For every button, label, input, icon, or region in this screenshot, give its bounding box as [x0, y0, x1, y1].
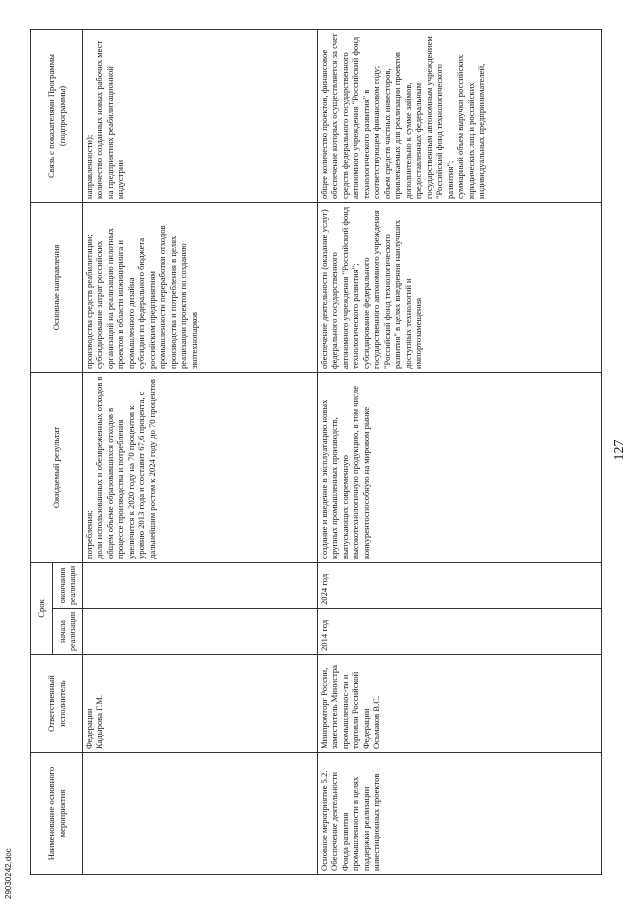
- measure-name-cell: Основное мероприятие 5.2. Обеспечение деятельности Фонда развития промышленности в целях поддержки реализации инвестиционных проектов: [318, 753, 602, 875]
- page-number: 127: [612, 439, 627, 461]
- executor-cell: Минпромторг России, заместитель Министра промышленнос-ти и торговли Российской Федерации Осьмаков В.С.: [318, 655, 602, 753]
- directions-cell: производства средств реабилитации; субсидирование затрат российских организаций на реализацию пилотных проектов в области инжиниринга и промышленного дизайна субсидии из федерального бюджета российским предприятиям промышленности переработки отходов производства и потребления в целях реализации проектов по созданию экотехнопарков: [83, 202, 318, 372]
- end-cell: 2024 год: [318, 562, 602, 608]
- directions-cell: обеспечение деятельности (оказание услуг) федерального государственного автономного учреждения "Российский фонд технологического развития"; субсидирование федерального государственного автономного учреждения "Российский фонд технологического развития" в целях внедрения наилучших доступных технологий и импортозамещения: [318, 202, 602, 372]
- executor-cell: Федерации Кадырова Г.М.: [83, 655, 318, 753]
- result-cell: потребления; доли использованных и обезвреженных отходов в общем объеме образовавшихся отходов в процессе производства и потребления увеличится к 2020 году на 70 процентов к уровню 2013 года и составит 67,6 процента, с дальнейшим ростом к 2024 году до 70 процентов: [83, 372, 318, 562]
- header-indicators-link: Связь с показателями Программы (подпрограммы): [31, 29, 83, 202]
- indicators-cell: общее количество проектов, финансовое обеспечение которых осуществляется за счет средств федерального государственного автономного учреждения "Российский фонд технологического развития" в соответствующем финансовом году; объем средств частных инвесторов, привлекаемых для реализации проектов дополнительно к сумме займов, предоставленных федеральным государственным автономным учреждением "Российский фонд технологического развития"; суммарный объем выручки российских юридических лиц и российских индивидуальных предпринимателей,: [318, 29, 602, 202]
- indicators-cell: направленности); количество созданных новых рабочих мест на предприятиях реабилитационной индустрии: [83, 29, 318, 202]
- document-id: 29030242.doc: [4, 848, 13, 899]
- header-measure-name: Наименование основного мероприятия: [31, 753, 83, 875]
- result-cell: создание и введение в эксплуатацию новых крупных промышленных производств, выпускающих современную высокотехнологичную продукцию, в том числе конкурентоспособную на мировом рынке: [318, 372, 602, 562]
- end-cell: [83, 562, 318, 608]
- measure-name-cell: [83, 753, 318, 875]
- header-start: начала реализации: [53, 609, 83, 655]
- header-main-directions: Основные направления: [31, 202, 83, 372]
- header-executor: Ответственный исполнитель: [31, 655, 83, 753]
- header-term: Срок: [31, 562, 53, 654]
- measures-table: [30, 29, 602, 875]
- table-row: [83, 29, 318, 874]
- table-row: [318, 29, 602, 874]
- header-end: окончания реализации: [53, 562, 83, 608]
- start-cell: 2014 год: [318, 609, 602, 655]
- header-expected-result: Ожидаемый результат: [31, 372, 83, 562]
- start-cell: [83, 609, 318, 655]
